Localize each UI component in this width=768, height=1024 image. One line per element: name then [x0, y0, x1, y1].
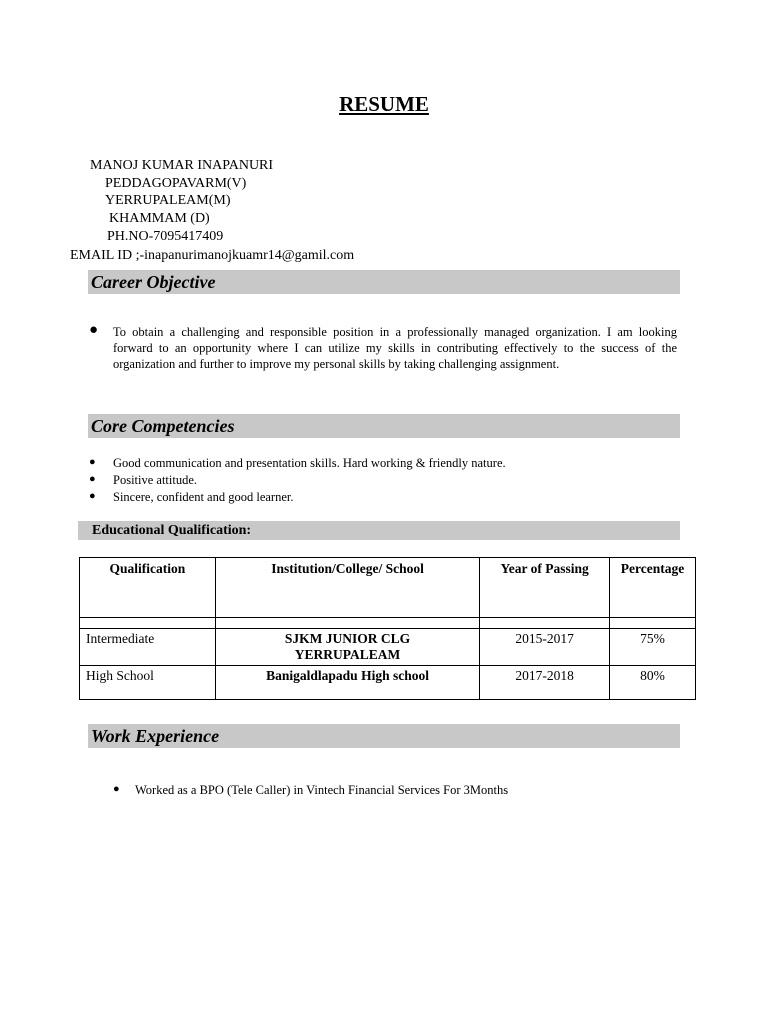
work-experience-heading: Work Experience	[91, 726, 220, 746]
contact-village: PEDDAGOPAVARM(V)	[105, 176, 247, 191]
table-header-row	[80, 558, 696, 618]
bullet-icon: ●	[113, 783, 120, 795]
core-competencies-heading: Core Competencies	[91, 416, 235, 436]
career-objective-text: To obtain a challenging and responsible position in a professionally managed organization. I am looking forward to an opportunity where I can utilize my skills in contributing effectively to the success of the organization and further to improve my personal skills by taking challenging assignment.	[113, 325, 677, 371]
career-objective-heading: Career Objective	[91, 272, 216, 292]
contact-mandal: YERRUPALEAM(M)	[105, 193, 231, 208]
bullet-icon: ●	[89, 456, 96, 468]
contact-email: EMAIL ID ;-inapanurimanojkuamr14@gamil.com	[70, 248, 355, 263]
education-bar	[78, 521, 680, 540]
competency-item: Positive attitude.	[113, 473, 198, 487]
year-cell: 2017-2018	[480, 666, 610, 700]
bullet-icon: ●	[89, 322, 99, 338]
competency-item: Sincere, confident and good learner.	[113, 490, 294, 504]
page-title: RESUME	[339, 92, 429, 116]
work-item: Worked as a BPO (Tele Caller) in Vintech Financial Services For 3Months	[135, 783, 509, 797]
bullet-icon: ●	[89, 490, 96, 502]
table-row	[80, 629, 696, 666]
institution-line: SJKM JUNIOR CLG	[284, 631, 411, 646]
institution-cell: Banigaldlapadu High school	[215, 666, 479, 700]
contact-name: MANOJ KUMAR INAPANURI	[90, 158, 274, 173]
contact-phone: PH.NO-7095417409	[107, 229, 224, 244]
qualification-cell: High School	[80, 666, 216, 700]
institution-line: YERRUPALEAM	[294, 647, 401, 662]
column-header: Percentage	[610, 558, 696, 618]
work-experience-bar	[88, 724, 680, 748]
percentage-cell: 80%	[610, 666, 696, 700]
bullet-icon: ●	[89, 473, 96, 485]
core-competencies-bar	[88, 414, 680, 438]
institution-cell	[215, 629, 479, 666]
education-table	[79, 557, 696, 700]
contact-district: KHAMMAM (D)	[109, 211, 210, 226]
competency-item: Good communication and presentation skills. Hard working & friendly nature.	[113, 456, 506, 470]
year-cell: 2015-2017	[480, 629, 610, 666]
table-row	[80, 618, 696, 629]
qualification-cell: Intermediate	[80, 629, 216, 666]
table-row	[80, 666, 696, 700]
education-heading: Educational Qualification:	[92, 523, 252, 538]
column-header: Qualification	[80, 558, 216, 618]
column-header: Year of Passing	[480, 558, 610, 618]
percentage-cell: 75%	[610, 629, 696, 666]
career-objective-bar	[88, 270, 680, 294]
column-header: Institution/College/ School	[215, 558, 479, 618]
